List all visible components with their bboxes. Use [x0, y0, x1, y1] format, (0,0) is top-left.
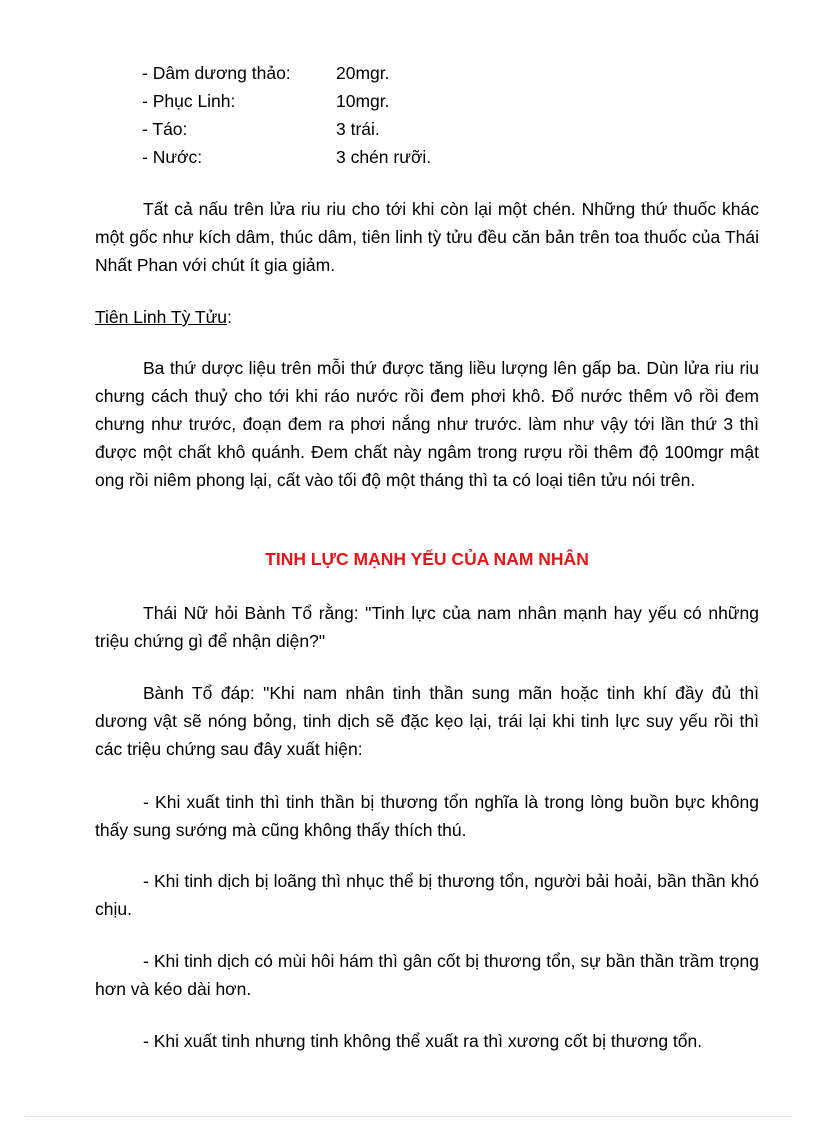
ingredient-list: [142, 59, 642, 171]
list-item: - Khi xuất tinh thì tinh thần bị thương tổn nghĩa là trong lòng buồn bực không thấy sung sướng mà cũng không thấy thích thú.: [95, 792, 759, 840]
subheading-tien-linh-ty-tuu: [95, 303, 232, 331]
ingredient-quantity: 3 trái.: [336, 119, 380, 139]
ingredient-row: [142, 143, 642, 171]
page-bottom-divider: [24, 1116, 792, 1117]
ingredient-row: [142, 115, 642, 143]
ingredient-quantity: 10mgr.: [336, 91, 390, 111]
ingredient-name: - Phục Linh:: [142, 91, 236, 111]
paragraph-question: Thái Nữ hỏi Bành Tổ rằng: "Tinh lực của nam nhân mạnh hay yếu có những triệu chứng gì để nhận diện?": [95, 603, 759, 651]
ingredient-quantity: 3 chén rưỡi.: [336, 147, 432, 167]
paragraph-cooking-instructions: Tất cả nấu trên lửa riu riu cho tới khi còn lại một chén. Những thứ thuốc khác một gốc như kích dâm, thúc dâm, tiên linh tỳ tửu đều căn bản trên toa thuốc của Thái Nhất Phan với chút ít gia giảm.: [95, 199, 759, 275]
list-item: - Khi xuất tinh nhưng tinh không thể xuất ra thì xương cốt bị thương tổn.: [143, 1031, 703, 1051]
paragraph-answer: Bành Tổ đáp: "Khi nam nhân tinh thần sung mãn hoặc tinh khí đầy đủ thì dương vật sẽ nóng bỏng, tinh dịch sẽ đặc kẹo lại, trái lại khi tinh lực suy yếu rồi thì các triệu chứng sau đây xuất hiện:: [95, 683, 759, 759]
section-title: TINH LỰC MẠNH YẾU CỦA NAM NHÂN: [265, 549, 589, 569]
ingredient-name: - Táo:: [142, 119, 188, 139]
ingredient-row: [142, 87, 642, 115]
subheading-text: Tiên Linh Tỳ Tửu: [95, 307, 228, 327]
ingredient-name: - Nước:: [142, 147, 203, 167]
subheading-colon: :: [227, 307, 232, 327]
ingredient-row: [142, 59, 642, 87]
ingredient-name: - Dâm dương thảo:: [142, 63, 291, 83]
list-item: - Khi tinh dịch có mùi hôi hám thì gân cốt bị thương tổn, sự bần thần trầm trọng hơn và kéo dài hơn.: [95, 951, 759, 999]
ingredient-quantity: 20mgr.: [336, 63, 390, 83]
list-item: - Khi tinh dịch bị loãng thì nhục thể bị thương tổn, người bải hoải, bần thần khó chịu.: [95, 871, 759, 919]
paragraph-recipe-method: Ba thứ dược liệu trên mỗi thứ được tăng liều lượng lên gấp ba. Dùn lửa riu riu chưng cách thuỷ cho tới khi ráo nước rồi đem phơi khô. Đổ nước thêm vô rồi đem chưng như trước, đoạn đem ra phơi nắng như trước. làm như vậy tới lần thứ 3 thì được một chất khô quánh. Đem chất này ngâm trong rượu rồi thêm độ 100mgr mật ong rồi niêm phong lại, cất vào tối độ một tháng thì ta có loại tiên tửu nói trên.: [95, 358, 759, 490]
